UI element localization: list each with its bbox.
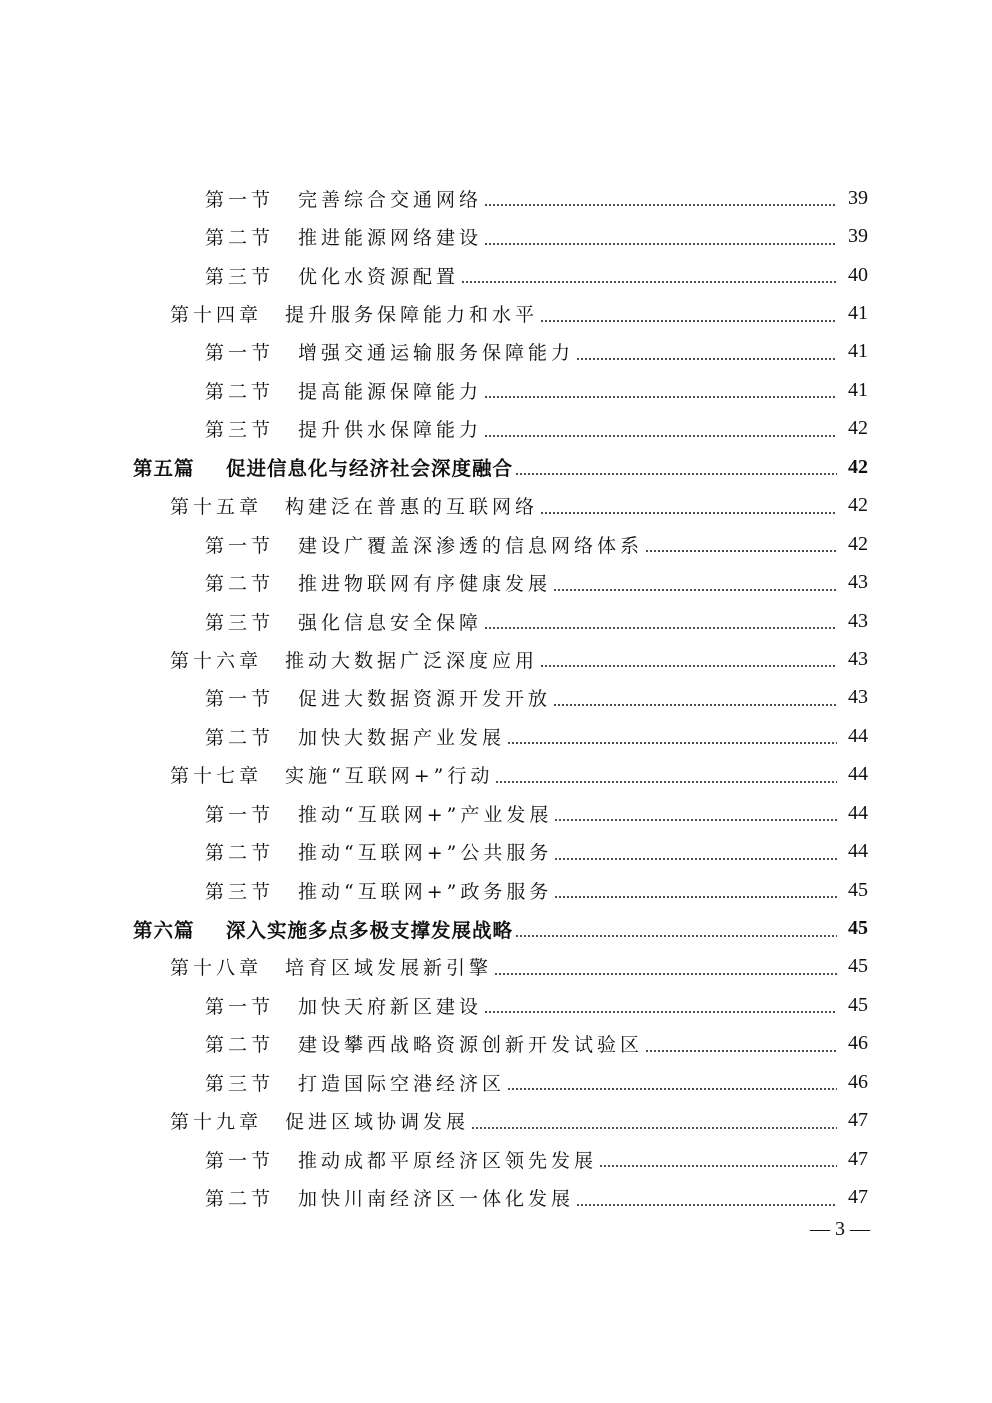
table-of-contents <box>0 179 992 1217</box>
toc-entry-number: 第十七章 <box>170 765 263 788</box>
toc-entry-page: 41 <box>848 340 868 363</box>
toc-entry-number: 第一节 <box>205 342 275 365</box>
dot-leader <box>645 550 837 552</box>
toc-section-row[interactable] <box>0 333 992 371</box>
toc-section-row[interactable] <box>0 525 992 563</box>
toc-section-row[interactable] <box>0 371 992 409</box>
toc-entry-number: 第三节 <box>205 265 275 288</box>
dot-leader <box>484 243 837 245</box>
toc-entry-title: 推进能源网络建设 <box>298 227 483 250</box>
toc-entry-title: 培育区域发展新引擎 <box>285 957 493 980</box>
toc-entry-number: 第十九章 <box>170 1111 263 1134</box>
toc-entry-page: 47 <box>848 1186 868 1209</box>
toc-chapter-row[interactable] <box>0 1102 992 1140</box>
toc-entry-title: 加快大数据产业发展 <box>298 726 506 749</box>
dot-leader <box>471 1127 837 1129</box>
toc-entry-page: 45 <box>848 993 868 1016</box>
dot-leader <box>540 320 837 322</box>
dot-leader <box>599 1165 837 1167</box>
dot-leader <box>461 281 837 283</box>
toc-entry-title: 推进物联网有序健康发展 <box>298 573 552 596</box>
toc-entry-title: 完善综合交通网络 <box>298 188 483 211</box>
toc-entry-page: 44 <box>848 763 868 786</box>
dot-leader <box>553 704 837 706</box>
dot-leader <box>484 204 837 206</box>
toc-entry-number: 第三节 <box>205 1072 275 1095</box>
toc-entry-title: 优化水资源配置 <box>298 265 460 288</box>
toc-entry-page: 47 <box>848 1109 868 1132</box>
toc-section-row[interactable] <box>0 1063 992 1101</box>
toc-section-row[interactable] <box>0 179 992 217</box>
toc-entry-number: 第十五章 <box>170 496 263 519</box>
toc-entry-title: 构建泛在普惠的互联网络 <box>285 496 539 519</box>
toc-entry-number: 第一节 <box>205 188 275 211</box>
dot-leader <box>553 589 837 591</box>
toc-entry-page: 42 <box>848 494 868 517</box>
toc-section-row[interactable] <box>0 1178 992 1216</box>
toc-entry-title: 打造国际空港经济区 <box>298 1072 506 1095</box>
toc-entry-number: 第一节 <box>205 534 275 557</box>
dot-leader <box>554 896 837 898</box>
toc-entry-page: 45 <box>848 878 868 901</box>
dot-leader <box>554 858 837 860</box>
toc-entry-page: 46 <box>848 1070 868 1093</box>
toc-entry-page: 47 <box>848 1147 868 1170</box>
toc-entry-page: 43 <box>848 609 868 632</box>
toc-section-row[interactable] <box>0 871 992 909</box>
toc-entry-page: 40 <box>848 263 868 286</box>
toc-entry-title: 增强交通运输服务保障能力 <box>298 342 575 365</box>
toc-entry-page: 39 <box>848 225 868 248</box>
toc-section-row[interactable] <box>0 679 992 717</box>
toc-entry-title: 加快川南经济区一体化发展 <box>298 1188 575 1211</box>
toc-part-row[interactable] <box>0 448 992 486</box>
toc-entry-number: 第三节 <box>205 611 275 634</box>
toc-chapter-row[interactable] <box>0 640 992 678</box>
toc-chapter-row[interactable] <box>0 948 992 986</box>
dot-leader <box>484 396 837 398</box>
dot-leader <box>484 627 837 629</box>
dot-leader <box>495 781 837 783</box>
toc-entry-page: 41 <box>848 302 868 325</box>
toc-entry-number: 第二节 <box>205 842 275 865</box>
toc-entry-number: 第一节 <box>205 1149 275 1172</box>
toc-entry-title: 加快天府新区建设 <box>298 995 483 1018</box>
toc-entry-number: 第一节 <box>205 688 275 711</box>
toc-entry-number: 第二节 <box>205 227 275 250</box>
toc-section-row[interactable] <box>0 1025 992 1063</box>
toc-section-row[interactable] <box>0 717 992 755</box>
toc-entry-page: 46 <box>848 1032 868 1055</box>
dot-leader <box>484 1011 837 1013</box>
toc-entry-number: 第二节 <box>205 573 275 596</box>
toc-entry-page: 41 <box>848 378 868 401</box>
dot-leader <box>515 473 837 475</box>
toc-section-row[interactable] <box>0 410 992 448</box>
toc-entry-page: 43 <box>848 686 868 709</box>
dot-leader <box>576 1204 837 1206</box>
toc-entry-title: 深入实施多点多极支撑发展战略 <box>226 918 514 942</box>
toc-entry-title: 建设广覆盖深渗透的信息网络体系 <box>298 534 644 557</box>
toc-entry-number: 第十四章 <box>170 304 263 327</box>
dot-leader <box>515 935 837 937</box>
toc-entry-page: 42 <box>848 455 868 478</box>
toc-section-row[interactable] <box>0 986 992 1024</box>
toc-entry-number: 第一节 <box>205 995 275 1018</box>
toc-entry-page: 42 <box>848 417 868 440</box>
dot-leader <box>576 358 837 360</box>
toc-entry-number: 第三节 <box>205 419 275 442</box>
toc-entry-title: 建设攀西战略资源创新开发试验区 <box>298 1034 644 1057</box>
dot-leader <box>554 819 837 821</box>
toc-entry-title: 提高能源保障能力 <box>298 380 483 403</box>
toc-section-row[interactable] <box>0 832 992 870</box>
toc-entry-number: 第十六章 <box>170 649 263 672</box>
toc-entry-number: 第一节 <box>205 803 275 826</box>
dot-leader <box>507 1088 837 1090</box>
toc-entry-title: 推动大数据广泛深度应用 <box>285 649 539 672</box>
toc-entry-page: 43 <box>848 647 868 670</box>
toc-section-row[interactable] <box>0 602 992 640</box>
toc-chapter-row[interactable] <box>0 294 992 332</box>
toc-entry-title: 促进区域协调发展 <box>285 1111 470 1134</box>
toc-entry-number: 第三节 <box>205 880 275 903</box>
dot-leader <box>540 665 837 667</box>
toc-section-row[interactable] <box>0 217 992 255</box>
toc-section-row[interactable] <box>0 794 992 832</box>
toc-entry-title: 推动“互联网+”产业发展 <box>298 803 553 826</box>
toc-chapter-row[interactable] <box>0 756 992 794</box>
toc-entry-title: 推动“互联网+”政务服务 <box>298 880 553 903</box>
toc-entry-number: 第二节 <box>205 1188 275 1211</box>
toc-entry-title: 促进信息化与经济社会深度融合 <box>226 457 514 481</box>
toc-entry-number: 第十八章 <box>170 957 263 980</box>
toc-entry-page: 42 <box>848 532 868 555</box>
toc-entry-page: 45 <box>848 917 868 940</box>
toc-entry-title: 促进大数据资源开发开放 <box>298 688 552 711</box>
toc-entry-page: 44 <box>848 801 868 824</box>
toc-section-row[interactable] <box>0 256 992 294</box>
toc-section-row[interactable] <box>0 563 992 601</box>
dot-leader <box>494 973 837 975</box>
toc-entry-title: 提升服务保障能力和水平 <box>285 304 539 327</box>
toc-entry-number: 第二节 <box>205 380 275 403</box>
toc-entry-number: 第五篇 <box>133 457 195 481</box>
dot-leader <box>540 512 837 514</box>
toc-part-row[interactable] <box>0 909 992 947</box>
toc-entry-title: 强化信息安全保障 <box>298 611 483 634</box>
toc-section-row[interactable] <box>0 1140 992 1178</box>
toc-entry-number: 第二节 <box>205 1034 275 1057</box>
toc-entry-page: 43 <box>848 571 868 594</box>
dot-leader <box>645 1050 837 1052</box>
toc-entry-number: 第二节 <box>205 726 275 749</box>
toc-entry-page: 39 <box>848 186 868 209</box>
toc-entry-page: 45 <box>848 955 868 978</box>
page-number-footer: — 3 — <box>810 1218 870 1240</box>
toc-chapter-row[interactable] <box>0 487 992 525</box>
dot-leader <box>507 742 837 744</box>
toc-entry-title: 推动“互联网+”公共服务 <box>298 842 553 865</box>
toc-entry-title: 实施“互联网+”行动 <box>285 765 494 788</box>
toc-entry-title: 推动成都平原经济区领先发展 <box>298 1149 598 1172</box>
toc-entry-number: 第六篇 <box>133 918 195 942</box>
toc-entry-page: 44 <box>848 724 868 747</box>
toc-entry-title: 提升供水保障能力 <box>298 419 483 442</box>
toc-entry-page: 44 <box>848 840 868 863</box>
dot-leader <box>484 435 837 437</box>
